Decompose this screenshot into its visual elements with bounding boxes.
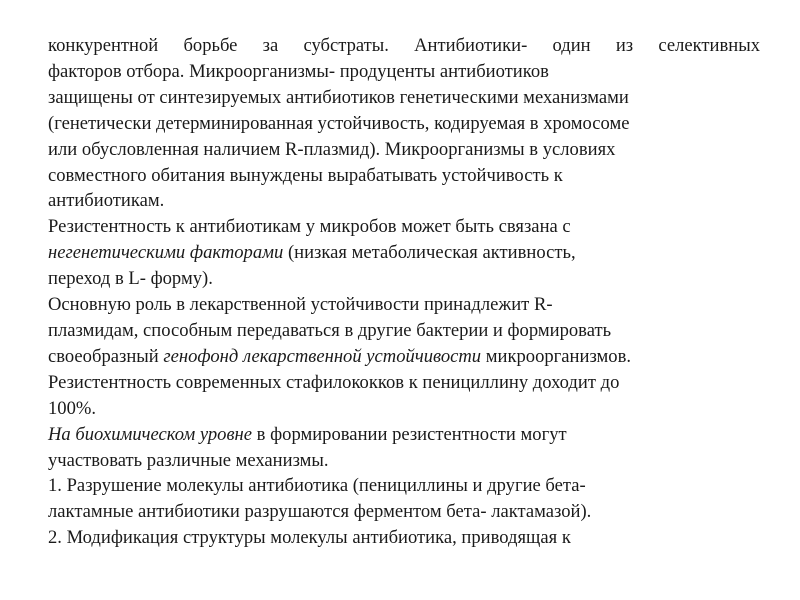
text-line: 100%. xyxy=(48,397,97,419)
text-line: Резистентность к антибиотикам у микробов может быть связана с xyxy=(48,216,571,238)
text-line: лактамные антибиотики разрушаются ферментом бета- лактамазой). xyxy=(48,501,592,523)
text-line: На биохимическом уровне в формировании резистентности могут xyxy=(48,423,567,445)
text-line: плазмидам, способным передаваться в другие бактерии и формировать xyxy=(48,319,612,341)
text-line: своеобразный генофонд лекарственной устойчивости микроорганизмов. xyxy=(48,345,632,367)
text-line: факторов отбора. Микроорганизмы- продуценты антибиотиков xyxy=(48,60,549,82)
text-line: негенетическими факторами (низкая метаболическая активность, xyxy=(48,242,576,264)
text-line: антибиотикам. xyxy=(48,190,165,212)
text-line: Резистентность современных стафилококков к пенициллину доходит до xyxy=(48,371,620,393)
text-line: Основную роль в лекарственной устойчивости принадлежит R- xyxy=(48,294,553,316)
text-line: (генетически детерминированная устойчивость, кодируемая в хромосоме xyxy=(48,112,630,134)
italic-term: генофонд лекарственной устойчивости xyxy=(163,345,482,367)
italic-term: негенетическими факторами xyxy=(48,242,284,264)
text-line: участвовать различные механизмы. xyxy=(48,449,329,471)
italic-term: На биохимическом уровне xyxy=(48,423,253,445)
text-line: совместного обитания вынуждены вырабатывать устойчивость к xyxy=(48,164,563,186)
text-line: защищены от синтезируемых антибиотиков генетическими механизмами xyxy=(48,86,629,108)
text-line: переход в L- форму). xyxy=(48,268,213,290)
text-line: 2. Модификация структуры молекулы антибиотика, приводящая к xyxy=(48,527,571,549)
text-line: 1. Разрушение молекулы антибиотика (пенициллины и другие бета- xyxy=(48,475,586,497)
text-line: конкурентной борьбе за субстраты. Антибиотики- один из селективных xyxy=(48,35,760,56)
document-text xyxy=(48,33,760,551)
text-line: или обусловленная наличием R-плазмид). Микроорганизмы в условиях xyxy=(48,138,616,160)
